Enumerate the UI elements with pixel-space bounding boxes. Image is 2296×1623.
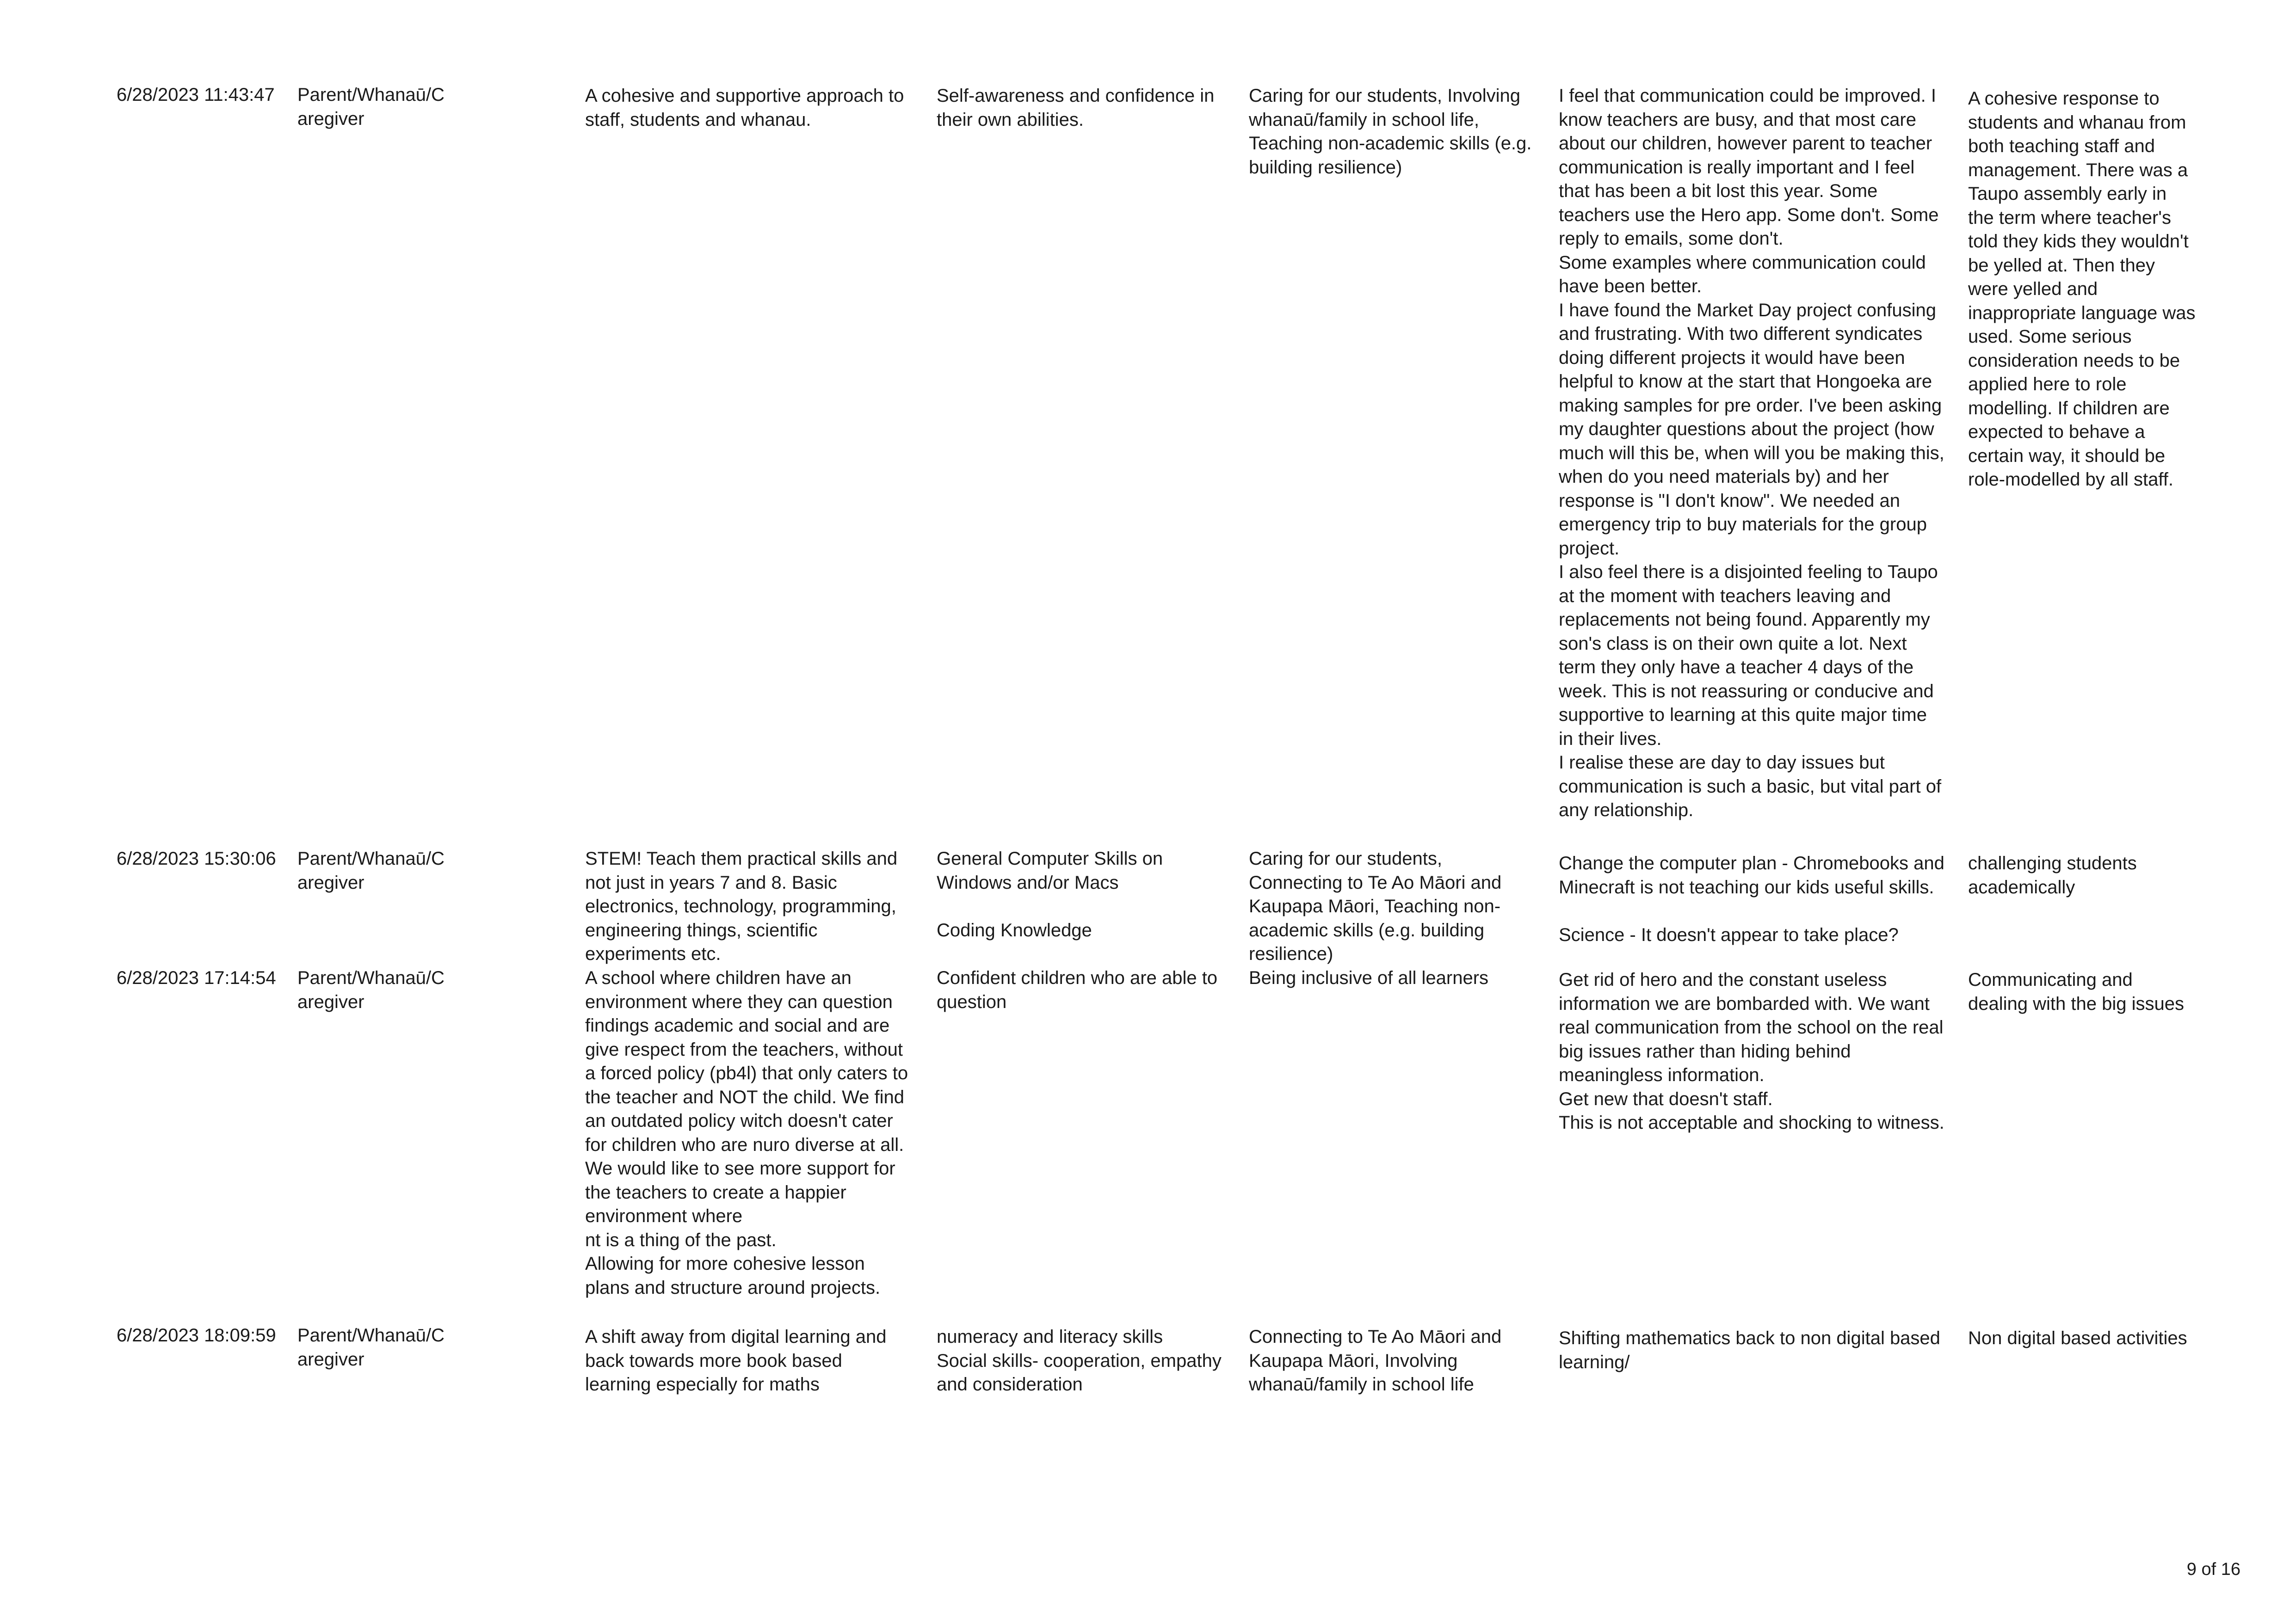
page-number: 9 of 16 bbox=[2186, 1560, 2240, 1579]
response-priorities: Caring for our students, Connecting to Te Ao Māori and Kaupapa Māori, Teaching non- academic skills (e.g. building resilience) bbox=[1249, 848, 1502, 964]
response-improvements: I feel that communication could be improved. I know teachers are busy, and that most care about our children, however parent to teacher communication is really important and I feel that has been a bit lost this year. Some teachers use the Hero app. Some don't. Some reply to emails, some don't. Some examples where communication could have been better. I have found the Market Day project confusing and frustrating. With two different syndicates doing different projects it would have been helpful to know at the start that Hongoeka are making samples for pre order. I've been asking my daughter questions about the project (how much will this be, when will you be making this, when do you need materials by) and her response is "I don't know". We needed an emergency trip to buy materials for the group project. I also feel there is a disjointed feeling to Taupo at the moment with teachers leaving and replacements not being found. Apparently my son's class is on their own quite a lot. Next term they only have a teacher 4 days of the week. This is not reassuring or conducive and supportive to learning at this quite major time in their lives. I realise these are day to day issues but communication is such a basic, but vital part of any relationship. bbox=[1559, 86, 1944, 820]
respondent-role: Parent/Whanaū/C aregiver bbox=[297, 85, 444, 129]
response-vision: A school where children have an environment where they can question findings academic and social and are give respect from the teachers, without a forced policy (pb4l) that only caters to the teacher and NOT the child. We find an outdated policy witch doesn't cater for children who are nuro diverse at all. We would like to see more support for the teachers to create a happier environment where nt is a thing of the past. Allowing for more cohesive lesson plans and structure around projects. bbox=[585, 968, 908, 1298]
response-improvements: Shifting mathematics back to non digital based learning/ bbox=[1559, 1328, 1940, 1372]
response-skills: Self-awareness and confidence in their own abilities. bbox=[937, 86, 1215, 130]
response-improvements: Get rid of hero and the constant useless information we are bombarded with. We want real communication from the school on the real big issues rather than hiding behind meaningless information. Get new that doesn't staff. This is not acceptable and shocking to witness. bbox=[1559, 970, 1944, 1133]
response-priorities: Connecting to Te Ao Māori and Kaupapa Māori, Involving whanaū/family in school life bbox=[1249, 1327, 1502, 1395]
response-skills: Confident children who are able to question bbox=[937, 968, 1218, 1012]
response-improvements: Change the computer plan - Chromebooks and Minecraft is not teaching our kids useful skills. Science - It doesn't appear to take place? bbox=[1559, 853, 1944, 945]
response-timestamp: 6/28/2023 15:30:06 bbox=[117, 848, 276, 869]
response-vision: A cohesive and supportive approach to staff, students and whanau. bbox=[585, 86, 904, 130]
response-timestamp: 6/28/2023 11:43:47 bbox=[117, 85, 275, 105]
response-focus: Non digital based activities bbox=[1968, 1328, 2187, 1348]
response-timestamp: 6/28/2023 18:09:59 bbox=[117, 1325, 276, 1346]
respondent-role: Parent/Whanaū/C aregiver bbox=[297, 848, 444, 893]
respondent-role: Parent/Whanaū/C aregiver bbox=[297, 968, 444, 1012]
response-skills: General Computer Skills on Windows and/or Macs Coding Knowledge bbox=[937, 848, 1163, 941]
response-skills: numeracy and literacy skills Social skills- cooperation, empathy and consideration bbox=[937, 1327, 1222, 1395]
respondent-role: Parent/Whanaū/C aregiver bbox=[297, 1325, 444, 1370]
response-vision: STEM! Teach them practical skills and not just in years 7 and 8. Basic electronics, technology, programming, engineering things, scientific experiments etc. bbox=[585, 848, 898, 964]
response-timestamp: 6/28/2023 17:14:54 bbox=[117, 968, 276, 988]
response-priorities: Being inclusive of all learners bbox=[1249, 968, 1489, 988]
response-vision: A shift away from digital learning and back towards more book based learning especially for maths bbox=[585, 1327, 887, 1395]
response-priorities: Caring for our students, Involving whanaū/family in school life, Teaching non-academic skills (e.g. building resilience) bbox=[1249, 86, 1532, 178]
response-focus: A cohesive response to students and whanau from both teaching staff and management. There was a Taupo assembly early in the term where teacher's told they kids they wouldn't be yelled at. Then they were yelled and inappropriate language was used. Some serious consideration needs to be applied here to role modelling. If children are expected to behave a certain way, it should be role-modelled by all staff. bbox=[1968, 88, 2196, 490]
response-focus: Communicating and dealing with the big issues bbox=[1968, 970, 2184, 1014]
response-focus: challenging students academically bbox=[1968, 853, 2137, 898]
